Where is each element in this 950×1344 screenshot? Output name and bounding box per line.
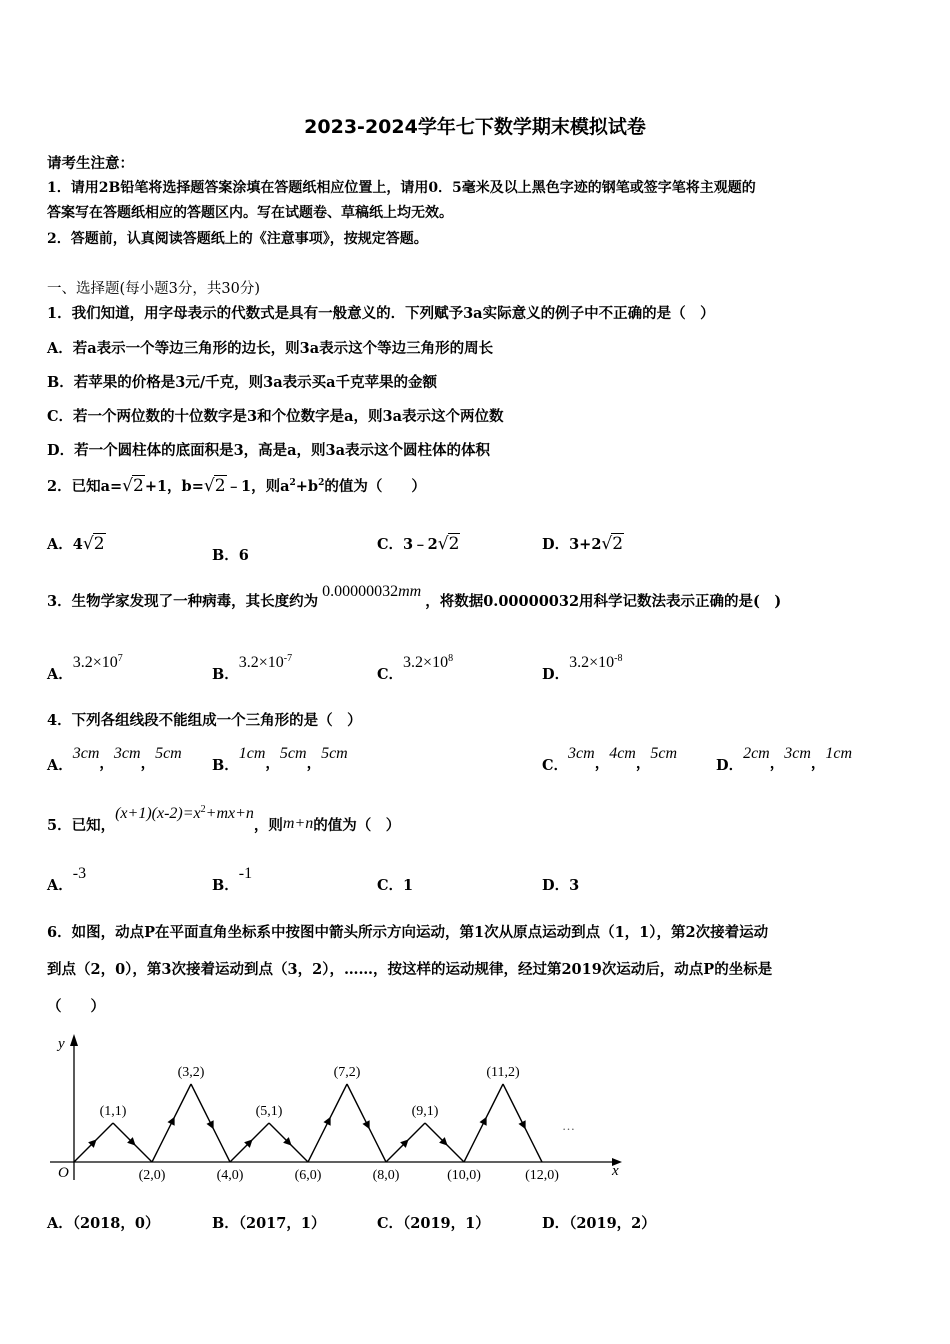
q4-stem: 4．下列各组线段不能组成一个三角形的是（ ） — [47, 712, 362, 729]
option-label: A． — [47, 877, 73, 894]
point-label: (7,2) — [333, 1065, 361, 1080]
q6-option-a: A．（2018，0） — [47, 1215, 160, 1232]
option-math: 3.2×10 — [72, 654, 118, 671]
zigzag-path — [74, 1084, 542, 1162]
q5-option-a — [47, 862, 87, 894]
point-label: (3,2) — [177, 1065, 205, 1080]
sqrt-symbol: √2 — [82, 534, 105, 554]
option-math: 5cm — [321, 745, 348, 762]
q4-option-c — [542, 742, 678, 774]
separator: ， — [265, 755, 280, 772]
option-label: A． — [47, 757, 73, 774]
exponent: 2 — [289, 478, 296, 489]
radicand: 2 — [612, 534, 624, 554]
option-math: 3.2×10 — [238, 654, 284, 671]
point-label: (11,2) — [486, 1065, 520, 1080]
point-label: (9,1) — [411, 1104, 439, 1119]
separator: ， — [635, 755, 651, 772]
exponent: -7 — [283, 653, 293, 665]
exponent: -8 — [614, 653, 623, 665]
q2-stem-part: +1，b= — [144, 478, 204, 495]
exponent: 7 — [117, 653, 123, 665]
option-math: 3cm — [72, 745, 100, 762]
option-label: D． — [716, 757, 744, 774]
q6-stem-line-1: 6．如图，动点P在平面直角坐标系中按图中箭头所示方向运动，第1次从原点运动到点（1，1），第2次接着运动 — [47, 924, 769, 941]
q2-option-b: B．6 — [212, 547, 249, 564]
q2-stem-part: +b — [295, 478, 319, 495]
option-label: D． — [542, 666, 570, 683]
sqrt-symbol: √2 — [122, 476, 144, 496]
separator: ， — [769, 755, 785, 772]
option-math: 5cm — [650, 745, 678, 762]
q5-equation-tail: +mx+n — [205, 805, 254, 822]
q3-option-c — [377, 651, 454, 683]
q6-stem-line-3: （ ） — [47, 998, 105, 1015]
q6-stem-line-2: 到点（2，0），第3次接着运动到点（3，2），……，按这样的运动规律，经过第2019次运动后，动点P的坐标是 — [47, 961, 773, 978]
q4-option-d — [716, 742, 853, 774]
radicand: 2 — [214, 476, 226, 496]
q6-option-b: B．（2017，1） — [212, 1215, 326, 1232]
option-math: 5cm — [279, 745, 307, 762]
exam-title: 2023-2024学年七下数学期末模拟试卷 — [304, 116, 646, 138]
q4-option-b — [212, 742, 348, 774]
q1-option-c: C．若一个两位数的十位数字是3和个位数字是a，则3a表示这个两位数 — [47, 408, 504, 425]
radicand: 2 — [93, 534, 105, 554]
q2-stem-part: 2．已知a= — [47, 478, 123, 495]
q5-option-d: D．3 — [542, 877, 580, 894]
option-math: 3cm — [113, 745, 141, 762]
separator: ， — [140, 755, 156, 772]
exponent: 8 — [448, 653, 454, 665]
q2-stem-part: 的值为（ ） — [324, 478, 426, 495]
q2-stem — [47, 475, 426, 496]
option-label: B． — [212, 666, 239, 683]
q5-option-c: C．1 — [377, 877, 414, 894]
q3-stem-part: ，将数据0.00000032用科学记数法表示正确的是( ) — [425, 593, 782, 610]
option-math: 3cm — [568, 745, 595, 762]
notice-heading: 请考生注意： — [47, 155, 134, 172]
q5-option-b — [212, 862, 253, 894]
option-label: B． — [212, 877, 239, 894]
option-math: 2cm — [743, 745, 770, 762]
point-label: (12,0) — [525, 1168, 559, 1183]
q4-option-a — [47, 742, 182, 774]
q3-option-b — [212, 651, 293, 683]
q6-option-c: C．（2019，1） — [377, 1215, 490, 1232]
q5-equation: (x+1)(x-2)=x — [115, 805, 201, 822]
option-math: 5cm — [155, 745, 182, 762]
q2-stem-part: ﹣1，则a — [226, 478, 290, 495]
q1-option-b: B．若苹果的价格是3元/千克，则3a表示买a千克苹果的金额 — [47, 374, 438, 391]
separator: ， — [99, 755, 114, 772]
q2-option-a — [47, 533, 106, 554]
q3-option-a — [47, 651, 123, 683]
option-label: C．3﹣2 — [377, 536, 438, 553]
option-math: 3cm — [784, 745, 811, 762]
separator: ， — [810, 755, 826, 772]
option-math: -3 — [72, 865, 87, 882]
option-math: 3.2×10 — [403, 654, 449, 671]
q5-stem-part: ，则 — [253, 817, 283, 834]
radicand: 2 — [132, 476, 144, 496]
exponent: 2 — [318, 478, 325, 489]
option-label: C． — [542, 757, 569, 774]
option-math: 3.2×10 — [569, 654, 615, 671]
point-label: (2,0) — [138, 1168, 166, 1183]
q5-stem — [47, 802, 401, 834]
point-label: (10,0) — [447, 1168, 481, 1183]
x-axis-label: x — [612, 1163, 619, 1179]
q5-stem-part: 5．已知， — [47, 817, 116, 834]
q5-stem-part: 的值为（ ） — [313, 817, 401, 834]
option-label: C． — [377, 666, 404, 683]
unit: mm — [398, 583, 422, 600]
sqrt-symbol: √2 — [437, 534, 460, 554]
point-label: (1,1) — [99, 1104, 127, 1119]
q5-sum-expr: m+n — [282, 815, 314, 832]
y-axis-arrow-icon — [70, 1034, 78, 1046]
option-math: 4cm — [609, 745, 636, 762]
number: 0.00000032 — [322, 583, 399, 600]
point-label: (6,0) — [294, 1168, 322, 1183]
option-label: B． — [212, 757, 239, 774]
q3-stem — [47, 583, 782, 611]
q3-option-d — [542, 651, 623, 683]
option-label: A． — [47, 666, 73, 683]
y-axis-label: y — [58, 1036, 65, 1052]
point-label: (4,0) — [216, 1168, 244, 1183]
q6-option-d: D．（2019，2） — [542, 1215, 656, 1232]
section-heading: 一、选择题(每小题3分，共30分) — [47, 281, 260, 297]
notice-line-3: 2．答题前，认真阅读答题纸上的《注意事项》，按规定答题。 — [47, 231, 428, 247]
sqrt-symbol: √2 — [601, 534, 624, 554]
ellipsis-label: … — [562, 1118, 575, 1133]
radicand: 2 — [448, 534, 460, 554]
option-label: D．3+2 — [542, 536, 602, 553]
separator: ， — [306, 755, 322, 772]
notice-line-1: 1．请用2B铅笔将选择题答案涂填在答题纸相应位置上，请用0．5毫米及以上黑色字迹的钢笔或签字笔将主观题的 — [47, 180, 756, 196]
exponent: 2 — [200, 804, 206, 816]
origin-label: O — [58, 1165, 69, 1181]
notice-line-2: 答案写在答题纸相应的答题区内。写在试题卷、草稿纸上均无效。 — [47, 205, 453, 221]
q6-coordinate-figure — [40, 1030, 640, 1195]
q3-length-value — [318, 583, 425, 600]
option-math: 1cm — [825, 745, 853, 762]
option-label: A．4 — [47, 536, 83, 553]
q2-option-c — [377, 533, 460, 554]
separator: ， — [594, 755, 610, 772]
sqrt-symbol: √2 — [203, 476, 226, 496]
point-label: (8,0) — [372, 1168, 400, 1183]
option-math: 1cm — [238, 745, 266, 762]
point-label: (5,1) — [255, 1104, 283, 1119]
q1-stem: 1．我们知道，用字母表示的代数式是具有一般意义的．下列赋予3a实际意义的例子中不正确的是（ ） — [47, 305, 715, 322]
q3-stem-part: 3．生物学家发现了一种病毒，其长度约为 — [47, 593, 319, 610]
option-math: -1 — [238, 865, 253, 882]
q1-option-d: D．若一个圆柱体的底面积是3，高是a，则3a表示这个圆柱体的体积 — [47, 442, 491, 459]
q1-option-a: A．若a表示一个等边三角形的边长，则3a表示这个等边三角形的周长 — [47, 340, 494, 357]
q2-option-d — [542, 533, 624, 554]
